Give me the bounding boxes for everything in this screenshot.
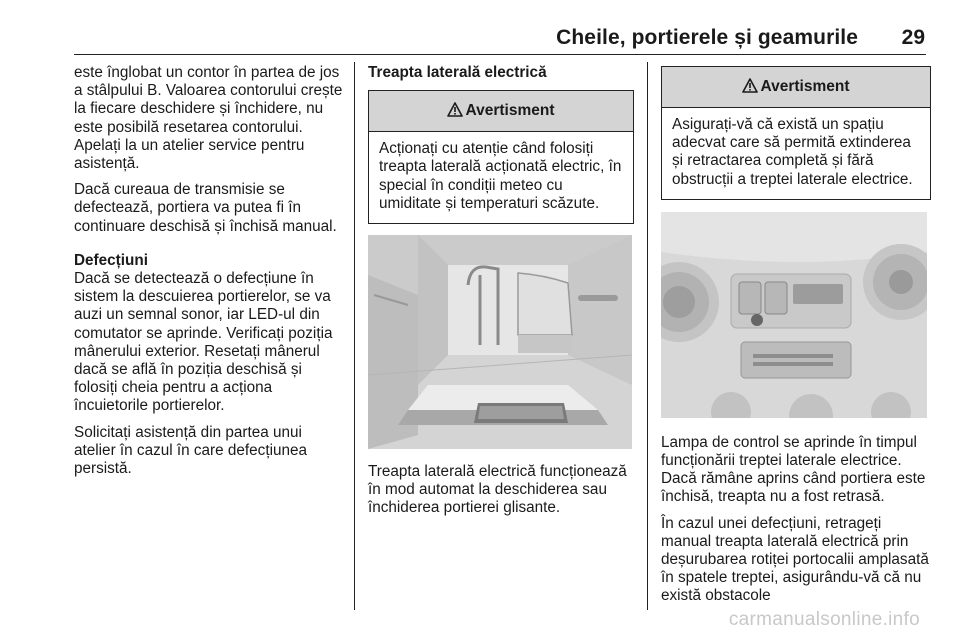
paragraph: Dacă se detectează o defecțiune în sistem la descuierea portierelor, se va auzi un semnal sonor, iar LED-ul din comutator se aprinde. Verificați poziția mânerului exterior. Resetați mânerul dacă se află în poziția deschisă și folosiți cheia pentru a acționa încuietorile portierelor.	[74, 270, 333, 415]
paragraph: Dacă cureaua de transmisie se defectează, portiera va putea fi în continuare deschisă și închisă manual.	[74, 181, 337, 235]
column-middle	[368, 64, 634, 526]
watermark: carmanualsonline.info	[728, 609, 920, 630]
paragraph: Treapta laterală electrică funcționează în mod automat la deschiderea sau închiderea portierei glisante.	[368, 463, 627, 517]
warning-triangle-icon	[447, 93, 463, 133]
dashboard-switch-illustration	[661, 212, 927, 418]
side-step-illustration	[368, 235, 632, 449]
section-heading: Defecțiuni	[74, 251, 148, 269]
warning-text: Asigurați-vă că există un spațiu adecvat care să permită extinderea și retractarea completă și fără obstrucții a treptei laterale electrice.	[672, 116, 913, 188]
paragraph: Lampa de control se aprinde în timpul funcționării treptei laterale electrice. Dacă rămâne aprins când portiera este închisă, treapta nu a fost retrasă.	[661, 433, 926, 506]
warning-box	[661, 66, 931, 200]
warning-title: Avertisment	[465, 102, 555, 120]
page-number: 29	[901, 26, 925, 49]
warning-triangle-icon	[742, 69, 758, 109]
paragraph: În cazul unei defecțiuni, retrageți manual treapta laterală electrică prin deșurubarea rotiței portocalii amplasată în spatele treptei, asigurându-vă că nu există obstacole	[661, 514, 929, 605]
warning-text: Acționați cu atenție când folosiți treapta laterală acționată electric, în special în condiții meteo cu umiditate și temperaturi scăzute.	[379, 140, 622, 212]
header-rule	[74, 54, 926, 55]
warning-header	[369, 91, 633, 132]
paragraph: Solicitați asistență din partea unui atelier în cazul în care defecțiunea persistă.	[74, 423, 307, 478]
column-left	[74, 64, 344, 486]
page-title: Cheile, portierele și geamurile	[556, 26, 858, 49]
warning-box	[368, 90, 634, 224]
column-divider	[647, 62, 648, 610]
column-right	[661, 64, 931, 606]
column-divider	[354, 62, 355, 610]
warning-title: Avertisment	[760, 78, 850, 95]
warning-header	[662, 67, 930, 108]
section-heading: Treapta laterală electrică	[368, 64, 547, 81]
paragraph: este înglobat un contor în partea de jos a stâlpului B. Valoarea contorului crește la fiecare deschidere și închidere, nu este posibilă resetarea contorului. Apelați la un atelier service pentru asistență.	[74, 64, 343, 173]
